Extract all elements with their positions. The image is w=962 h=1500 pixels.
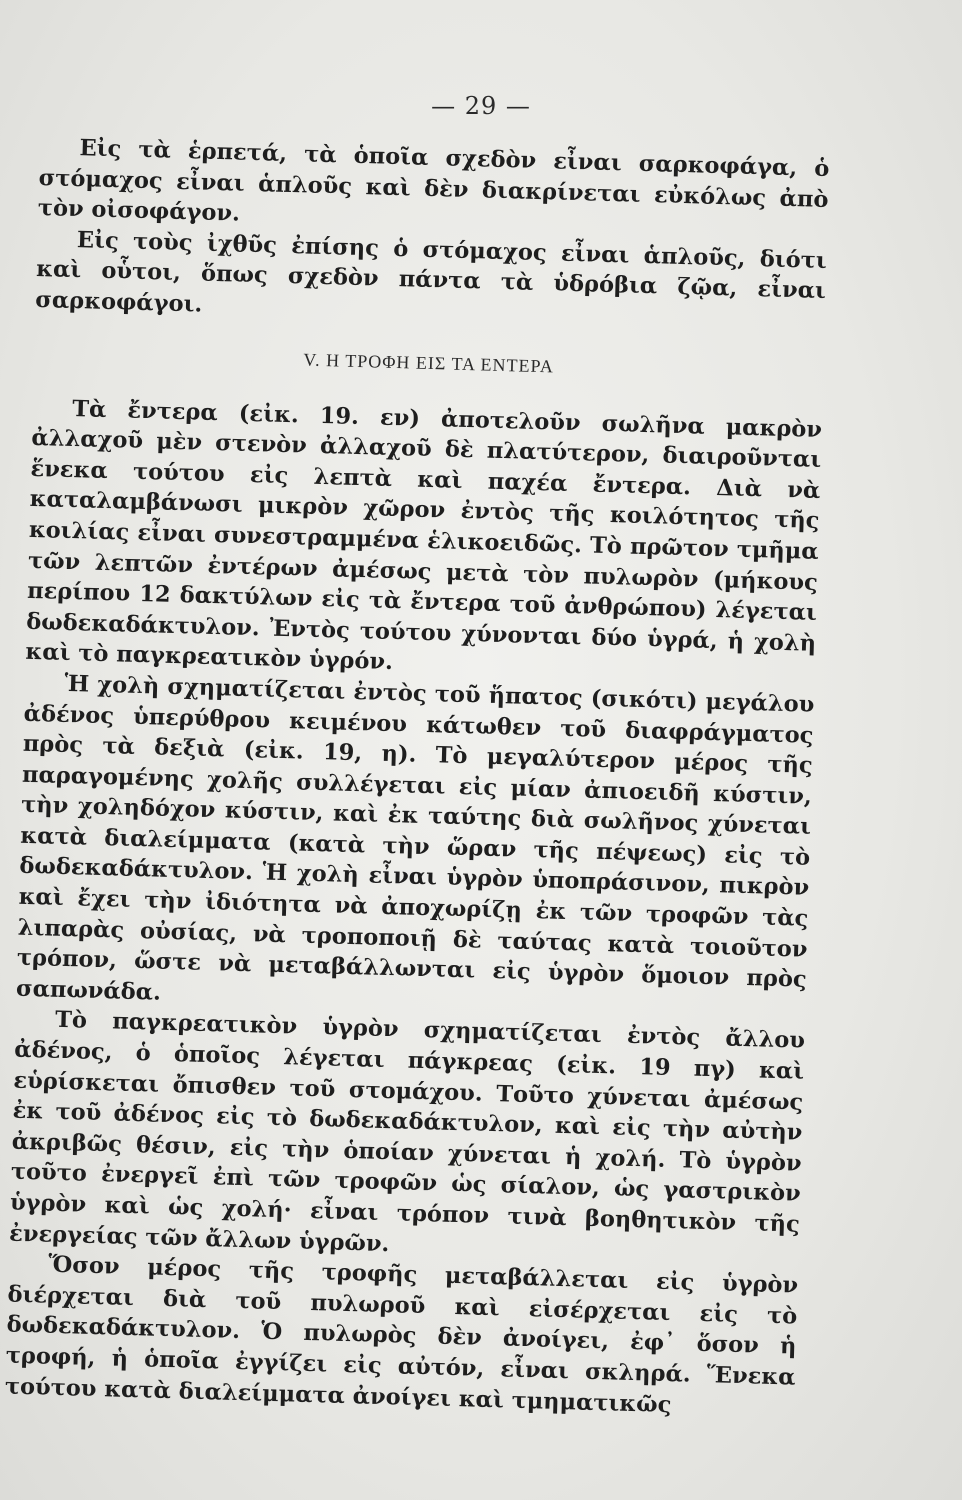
paragraph-bile: Ἡ χολὴ σχηματίζεται ἐντὸς τοῦ ἥπατος (σικότι) μεγάλου ἀδένος ὑπερύθρου κειμένου κάτωθεν τοῦ διαφράγματος πρὸς τὰ δεξιὰ (εἰκ. 19, η). Τὸ μεγαλύτερον μέρος τῆς παραγομένης χολῆς συλλέγεται εἰς μίαν ἀπιοειδῆ κύστιν, τὴν χοληδόχον κύστιν, καὶ ἐκ ταύτης διὰ σωλῆνος χύνεται κατὰ διαλείμματα (κατὰ τὴν ὥραν τῆς πέψεως) εἰς τὸ δωδεκαδάκτυλον. Ἡ χολὴ εἶναι ὑγρὸν ὑποπράσινον, πικρὸν καὶ ἔχει τὴν ἰδιότητα νὰ ἀποχωρίζῃ ἐκ τῶν τροφῶν τὰς λιπαρὰς οὐσίας, νὰ τροποποιῇ δὲ ταύτας κατὰ τοιοῦτον τρόπον, ὥστε νὰ μεταβάλλωνται εἰς ὑγρὸν ὅμοιον πρὸς σαπωνάδα. xyxy=(15,670,815,1006)
body-text xyxy=(5,132,830,1424)
paragraph-reptiles: Εἰς τὰ ἑρπετά, τὰ ὁποῖα σχεδὸν εἶναι σαρκοφάγα, ὁ στόμαχος εἶναι ἁπλοῦς καὶ δὲν διακρίνεται εὐκόλως ἀπὸ τὸν οἰσοφάγον. xyxy=(37,135,830,227)
paragraph-pylorus: Ὅσον μέρος τῆς τροφῆς μεταβάλλεται εἰς ὑγρὸν διέρχεται διὰ τοῦ πυλωροῦ καὶ εἰσέρχεται εἰς τὸ δωδεκαδάκτυλον. Ὁ πυλωρὸς δὲν ἀνοίγει, ἐφ᾽ ὅσον ἡ τροφή, ἡ ὁποῖα ἐγγίζει εἰς αὐτόν, εἶναι σκληρά. Ἕνεκα τούτου κατὰ διαλείμματα ἀνοίγει καὶ τμηματικῶς xyxy=(4,1251,799,1418)
paragraph-intestines: Τὰ ἔντερα (εἰκ. 19. εν) ἀποτελοῦν σωλῆνα μακρὸν ἀλλαχοῦ μὲν στενὸν ἀλλαχοῦ δὲ πλατύτερον, διαιροῦνται ἕνεκα τούτου εἰς λεπτὰ καὶ παχέα ἔντερα. Διὰ νὰ καταλαμβάνωσι μικρὸν χῶρον ἐντὸς τῆς κοιλότητος τῆς κοιλίας εἶναι συνεστραμμένα ἑλικοειδῶς. Τὸ πρῶτον τμῆμα τῶν λεπτῶν ἐντέρων ἀμέσως μετὰ τὸν πυλωρὸν (μήκους περίπου 12 δακτύλων εἰς τὰ ἔντερα τοῦ ἀνθρώπου) λέγεται δωδεκαδάκτυλον. Ἐντὸς τούτου χύνονται δύο ὑγρά, ἡ χολὴ καὶ τὸ παγκρεατικὸν ὑγρόν. xyxy=(25,395,823,676)
section-heading: V. Η ΤΡΟΦΗ ΕΙΣ ΤΑ ΕΝΤΕΡΑ xyxy=(303,349,555,377)
paragraph-fish: Εἰς τοὺς ἰχθῦς ἐπίσης ὁ στόμαχος εἶναι ἁπλοῦς, διότι καὶ οὗτοι, ὅπως σχεδὸν πάντα τὰ ὑδρόβια ζῷα, εἶναι σαρκοφάγοι. xyxy=(34,226,828,318)
page-number: — 29 — xyxy=(431,92,531,120)
paragraph-pancreatic-juice: Τὸ παγκρεατικὸν ὑγρὸν σχηματίζεται ἐντὸς ἄλλου ἀδένος, ὁ ὁποῖος λέγεται πάγκρεας (εἰκ. 19 πγ) καὶ εὑρίσκεται ὄπισθεν τοῦ στομάχου. Τοῦτο χύνεται ἀμέσως ἐκ τοῦ ἀδένος εἰς τὸ δωδεκαδάκτυλον, καὶ εἰς τὴν αὐτὴν ἀκριβῶς θέσιν, εἰς τὴν ὁποίαν χύνεται ἡ χολή. Τὸ ὑγρὸν τοῦτο ἐνεργεῖ ἐπὶ τῶν τροφῶν ὡς σίαλον, ὡς γαστρικὸν ὑγρὸν καὶ ὡς χολή· εἶναι τρόπον τινὰ βοηθητικὸν τῆς ἐνεργείας τῶν ἄλλων ὑγρῶν. xyxy=(8,1007,806,1257)
